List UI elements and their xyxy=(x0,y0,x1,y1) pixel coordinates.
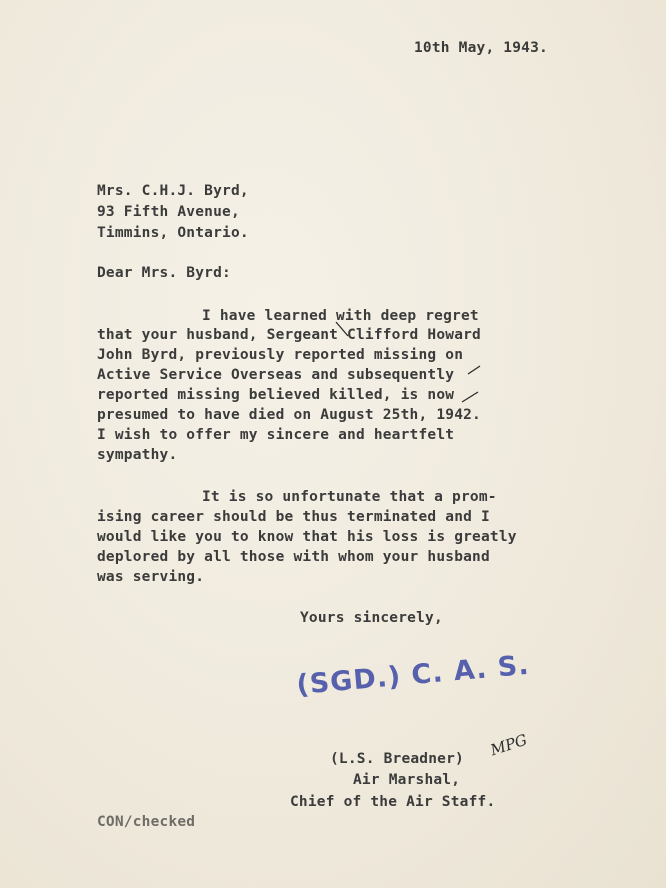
signatory-name: (L.S. Breadner) xyxy=(330,751,464,767)
paragraph1-line: that your husband, Sergeant Clifford Howard xyxy=(97,327,481,343)
paragraph1-line: I have learned with deep regret xyxy=(202,308,479,324)
paragraph2-line: deplored by all those with whom your husband xyxy=(97,549,490,565)
recipient-name: Mrs. C.H.J. Byrd, xyxy=(97,183,249,199)
paragraph2-line: was serving. xyxy=(97,569,205,585)
handwritten-initials: MPG xyxy=(488,730,530,760)
paragraph2-line: would like you to know that his loss is greatly xyxy=(97,529,517,545)
closing: Yours sincerely, xyxy=(300,610,443,626)
paragraph2-line: ising career should be thus terminated and I xyxy=(97,509,490,525)
paragraph1-line: reported missing believed killed, is now xyxy=(97,387,455,403)
paragraph1-line: presumed to have died on August 25th, 1942. xyxy=(97,407,481,423)
paragraph1-line: Active Service Overseas and subsequently xyxy=(97,367,455,383)
checked-note: CON/checked xyxy=(97,814,196,830)
letter-date: 10th May, 1943. xyxy=(414,40,548,56)
recipient-street: 93 Fifth Avenue, xyxy=(97,204,240,220)
paragraph2-line: It is so unfortunate that a prom- xyxy=(202,489,497,505)
signatory-position: Chief of the Air Staff. xyxy=(290,794,496,810)
signatory-title: Air Marshal, xyxy=(353,772,461,788)
recipient-city: Timmins, Ontario. xyxy=(97,225,249,241)
paragraph1-line: I wish to offer my sincere and heartfelt xyxy=(97,427,455,443)
paragraph1-line: John Byrd, previously reported missing on xyxy=(97,347,464,363)
paragraph1-line: sympathy. xyxy=(97,447,178,463)
salutation: Dear Mrs. Byrd: xyxy=(97,265,231,281)
signed-stamp: (SGD.) C. A. S. xyxy=(295,649,531,701)
